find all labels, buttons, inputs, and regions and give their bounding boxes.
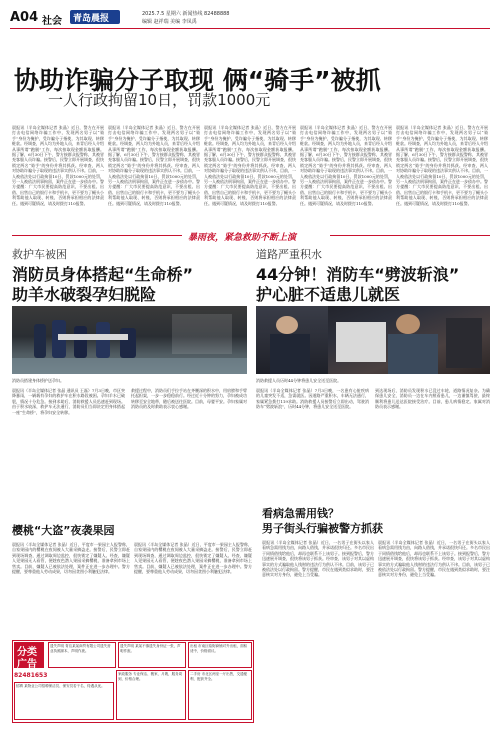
lead-body-col-4: 晨报讯（半岛全媒体记者 张晶）近日，警方在开展打击电信网络诈骗工作中，发现两名男子以“骑手”身份为掩护，受诈骗分子指使，为其取现、转移赃款。经调查，两人均为外地人员，来青后经人介绍从事所谓“跑腿”工作，每次按取现金额获取报酬。据了解，6月30日下午，警方接群众报警称，其被冒充客服人员诈骗。接警后，民警立即开展调查，很快锁定两名“骑手”的身份并将其抓获。经审查，两人对协助诈骗分子取现的违法事实供认不讳。目前，一人被依法处以行政拘留10日、罚款1000元的处罚，另一人被依法刑事拘留，案件正在进一步侦办中。警方提醒：广大市民要提高防范意识，不要出租、出借、出售自己的银行卡和手机卡，更不要为了蝇头小利帮助他人取现、转账，否则将承担相应的法律责任。遇到可疑情况，请及时拨打110报警。 xyxy=(300,125,392,206)
classifieds-logo-line-2: 广告 xyxy=(17,659,37,670)
section-name: 社会 xyxy=(42,16,62,27)
left-body-col-2: 救援过程中，消防员们手拉手站在齐腰深的积水中，用肩膀和手臂托起担架，一步一步稳稳前行。经过近十分钟的努力，孕妇被成功转移至安全地带，随后被送往医院。目前，母婴平安。孕妇家属对消防员的及时救助表示衷心感谢。 xyxy=(131,388,247,410)
lead-body-col-3: 晨报讯（半岛全媒体记者 张晶）近日，警方在开展打击电信网络诈骗工作中，发现两名男子以“骑手”身份为掩护，受诈骗分子指使，为其取现、转移赃款。经调查，两人均为外地人员，来青后经人介绍从事所谓“跑腿”工作，每次按取现金额获取报酬。据了解，6月30日下午，警方接群众报警称，其被冒充客服人员诈骗。接警后，民警立即开展调查，很快锁定两名“骑手”的身份并将其抓获。经审查，两人对协助诈骗分子取现的违法事实供认不讳。目前，一人被依法处以行政拘留10日、罚款1000元的处罚，另一人被依法刑事拘留，案件正在进一步侦办中。警方提醒：广大市民要提高防范意识，不要出租、出借、出售自己的银行卡和手机卡，更不要为了蝇头小利帮助他人取现、转账，否则将承担相应的法律责任。遇到可疑情况，请及时拨打110报警。 xyxy=(204,125,296,206)
lead-subheadline: 一人行政拘留10日，罚款1000元 xyxy=(48,91,271,109)
left-photo xyxy=(12,306,247,374)
right-caption: 消防救援人员历时44分钟将患儿安全送至医院。 xyxy=(256,378,342,383)
classified-item: 遗失声明 某某不慎遗失身份证一张，声明作废。 xyxy=(118,642,186,668)
date-line: 2025.7.5 星期六 新闻热线 82488888 xyxy=(142,11,230,17)
classified-item: 二手房 市北区两室一厅出售，交通便利，配套齐全。 xyxy=(188,670,252,720)
paper-logo-text: 青岛晨报 xyxy=(73,14,110,24)
banner-rule-right xyxy=(330,235,490,236)
left-caption: 消防员搭建身体桥护送孕妇。 xyxy=(12,378,64,383)
banner-rule-left xyxy=(12,235,182,236)
lead-body-col-2: 晨报讯（半岛全媒体记者 张晶）近日，警方在开展打击电信网络诈骗工作中，发现两名男子以“骑手”身份为掩护，受诈骗分子指使，为其取现、转移赃款。经调查，两人均为外地人员，来青后经人介绍从事所谓“跑腿”工作，每次按取现金额获取报酬。据了解，6月30日下午，警方接群众报警称，其被冒充客服人员诈骗。接警后，民警立即开展调查，很快锁定两名“骑手”的身份并将其抓获。经审查，两人对协助诈骗分子取现的违法事实供认不讳。目前，一人被依法处以行政拘留10日、罚款1000元的处罚，另一人被依法刑事拘留，案件正在进一步侦办中。警方提醒：广大市民要提高防范意识，不要出租、出借、出售自己的银行卡和手机卡，更不要为了蝇头小利帮助他人取现、转账，否则将承担相应的法律责任。遇到可疑情况，请及时拨打110报警。 xyxy=(108,125,200,206)
lead-body-col-5: 晨报讯（半岛全媒体记者 张晶）近日，警方在开展打击电信网络诈骗工作中，发现两名男子以“骑手”身份为掩护，受诈骗分子指使，为其取现、转移赃款。经调查，两人均为外地人员，来青后经人介绍从事所谓“跑腿”工作，每次按取现金额获取报酬。据了解，6月30日下午，警方接群众报警称，其被冒充客服人员诈骗。接警后，民警立即开展调查，很快锁定两名“骑手”的身份并将其抓获。经审查，两人对协助诈骗分子取现的违法事实供认不讳。目前，一人被依法处以行政拘留10日、罚款1000元的处罚，另一人被依法刑事拘留，案件正在进一步侦办中。警方提醒：广大市民要提高防范意识，不要出租、出借、出售自己的银行卡和手机卡，更不要为了蝇头小利帮助他人取现、转账，否则将承担相应的法律责任。遇到可疑情况，请及时拨打110报警。 xyxy=(396,125,488,206)
classifieds-logo-line-1: 分类 xyxy=(17,647,37,658)
bottom-right-headline-2: 男子街头行骗被警方抓获 xyxy=(262,522,383,535)
banner-text: 暴雨夜，紧急救助不断上演 xyxy=(188,233,297,243)
right-photo xyxy=(256,306,490,374)
bottom-right-body-col-1: 晨报讯（半岛全媒体记者 张晶）近日，一名男子在街头以家人看病急需用钱为由，向路人借钱，并承诺很快归还。多名市民出于同情借钱给他后，却再也联系不上该男子。接到报警后，警方迅速展开调查，很快将该男子抓获。经审查，该男子对其以虚构事实的方式骗取他人钱财的违法行为供认不讳。目前，该男子已被依法处以行政拘留。警方提醒，市民在遇到类似求助时，要注意核实对方身份，避免上当受骗。 xyxy=(262,540,374,578)
right-body-col-2: 到达现场后，消防员发现积水已没过车轮，道路情况复杂。为确保患儿安全，消防员一边在车内照看患儿，一边谨慎驾驶，最终顺利将患儿送达医院接受治疗。目前，患儿病情稳定。家属对消防员表示感谢。 xyxy=(375,388,490,410)
bottom-left-body-col-1: 晨报讯（半岛全媒体记者 张晶）近日，平度市一果园主人报警称，自家果园内的樱桃在夜间被人大量采摘盗走。接警后，民警立即赶到现场调查，通过调取周边监控，很快锁定了嫌疑人。经查，嫌疑人见果园无人看管，便趁夜色潜入果园采摘樱桃，准备拿到市场上售卖。目前，嫌疑人已被依法处理，案件正在进一步办理中。警方提醒，要尊重他人劳动成果，切勿因贪图小利触犯法律。 xyxy=(12,542,130,575)
lead-headline: 协助诈骗分子取现 俩“骑手”被抓 xyxy=(14,66,381,95)
classified-item: 遗失声明 青岛某某商贸有限公司遗失营业执照副本，声明作废。 xyxy=(48,642,116,668)
left-kicker: 救护车被困 xyxy=(12,248,67,261)
left-headline-1: 消防员身体搭起“生命桥” xyxy=(12,265,194,284)
left-body-col-1: 晨报讯（半岛全媒体记者 张晶 通讯员 王磊）7月3日晚，市区突降暴雨，一辆载有孕妇的救护车在积水路段被困。孕妇羊水已破裂，情况十分危急。接到求助后，消防救援人员迅速赶到现场。由于积水较深，救护车无法通行，消防员们当即决定用身体搭起一座“生命桥”，将孕妇安全转移。 xyxy=(12,388,125,415)
editor-line: 编辑 赵祥瑞 美编 李凤禹 xyxy=(142,19,197,25)
right-headline-1: 44分钟！消防车“劈波斩浪” xyxy=(256,265,460,284)
right-headline-2: 护心脏不适患儿就医 xyxy=(256,285,401,304)
bottom-left-body-col-2: 晨报讯（半岛全媒体记者 张晶）近日，平度市一果园主人报警称，自家果园内的樱桃在夜间被人大量采摘盗走。接警后，民警立即赶到现场调查，通过调取周边监控，很快锁定了嫌疑人。经查，嫌疑人见果园无人看管，便趁夜色潜入果园采摘樱桃，准备拿到市场上售卖。目前，嫌疑人已被依法处理，案件正在进一步办理中。警方提醒，要尊重他人劳动成果，切勿因贪图小利触犯法律。 xyxy=(134,542,252,575)
classified-item: 出租 市南区临街商铺对外出租，面积适中，价格面议。 xyxy=(188,642,252,668)
left-headline-2: 助羊水破裂孕妇脱险 xyxy=(12,285,157,304)
right-kicker: 道路严重积水 xyxy=(256,248,322,261)
classifieds-phone: 82481653 xyxy=(14,672,48,679)
classified-item: 家政服务 专业保洁、搬家、月嫂，服务周到，价格合理。 xyxy=(116,670,186,720)
lead-body-col-1: 晨报讯（半岛全媒体记者 张晶）近日，警方在开展打击电信网络诈骗工作中，发现两名男子以“骑手”身份为掩护，受诈骗分子指使，为其取现、转移赃款。经调查，两人均为外地人员，来青后经人介绍从事所谓“跑腿”工作，每次按取现金额获取报酬。据了解，6月30日下午，警方接群众报警称，其被冒充客服人员诈骗。接警后，民警立即开展调查，很快锁定两名“骑手”的身份并将其抓获。经审查，两人对协助诈骗分子取现的违法事实供认不讳。目前，一人被依法处以行政拘留10日、罚款1000元的处罚，另一人被依法刑事拘留，案件正在进一步侦办中。警方提醒：广大市民要提高防范意识，不要出租、出借、出售自己的银行卡和手机卡，更不要为了蝇头小利帮助他人取现、转账，否则将承担相应的法律责任。遇到可疑情况，请及时拨打110报警。 xyxy=(12,125,104,206)
bottom-left-headline: 樱桃“大盗”夜袭果园 xyxy=(12,524,115,537)
right-body-col-1: 晨报讯（半岛全媒体记者 张晶）7月3日晚，一名患有心脏疾病的儿童突发不适，急需就医。因道路严重积水，车辆无法通行，家属紧急拨打119求助。消防救援人员接警后立即出动，驾驶消防车“劈波斩浪”，历时44分钟，将患儿安全送至医院。 xyxy=(256,388,369,410)
classified-item: 招聘 某物业公司招聘保洁员、保安员若干名，待遇从优。 xyxy=(14,682,114,720)
bottom-right-body-col-2: 晨报讯（半岛全媒体记者 张晶）近日，一名男子在街头以家人看病急需用钱为由，向路人借钱，并承诺很快归还。多名市民出于同情借钱给他后，却再也联系不上该男子。接到报警后，警方迅速展开调查，很快将该男子抓获。经审查，该男子对其以虚构事实的方式骗取他人钱财的违法行为供认不讳。目前，该男子已被依法处以行政拘留。警方提醒，市民在遇到类似求助时，要注意核实对方身份，避免上当受骗。 xyxy=(378,540,490,578)
bottom-right-headline-1: 看病急需用钱？ xyxy=(262,507,339,520)
page-number: A04 xyxy=(10,10,39,25)
masthead-rule xyxy=(10,28,490,29)
